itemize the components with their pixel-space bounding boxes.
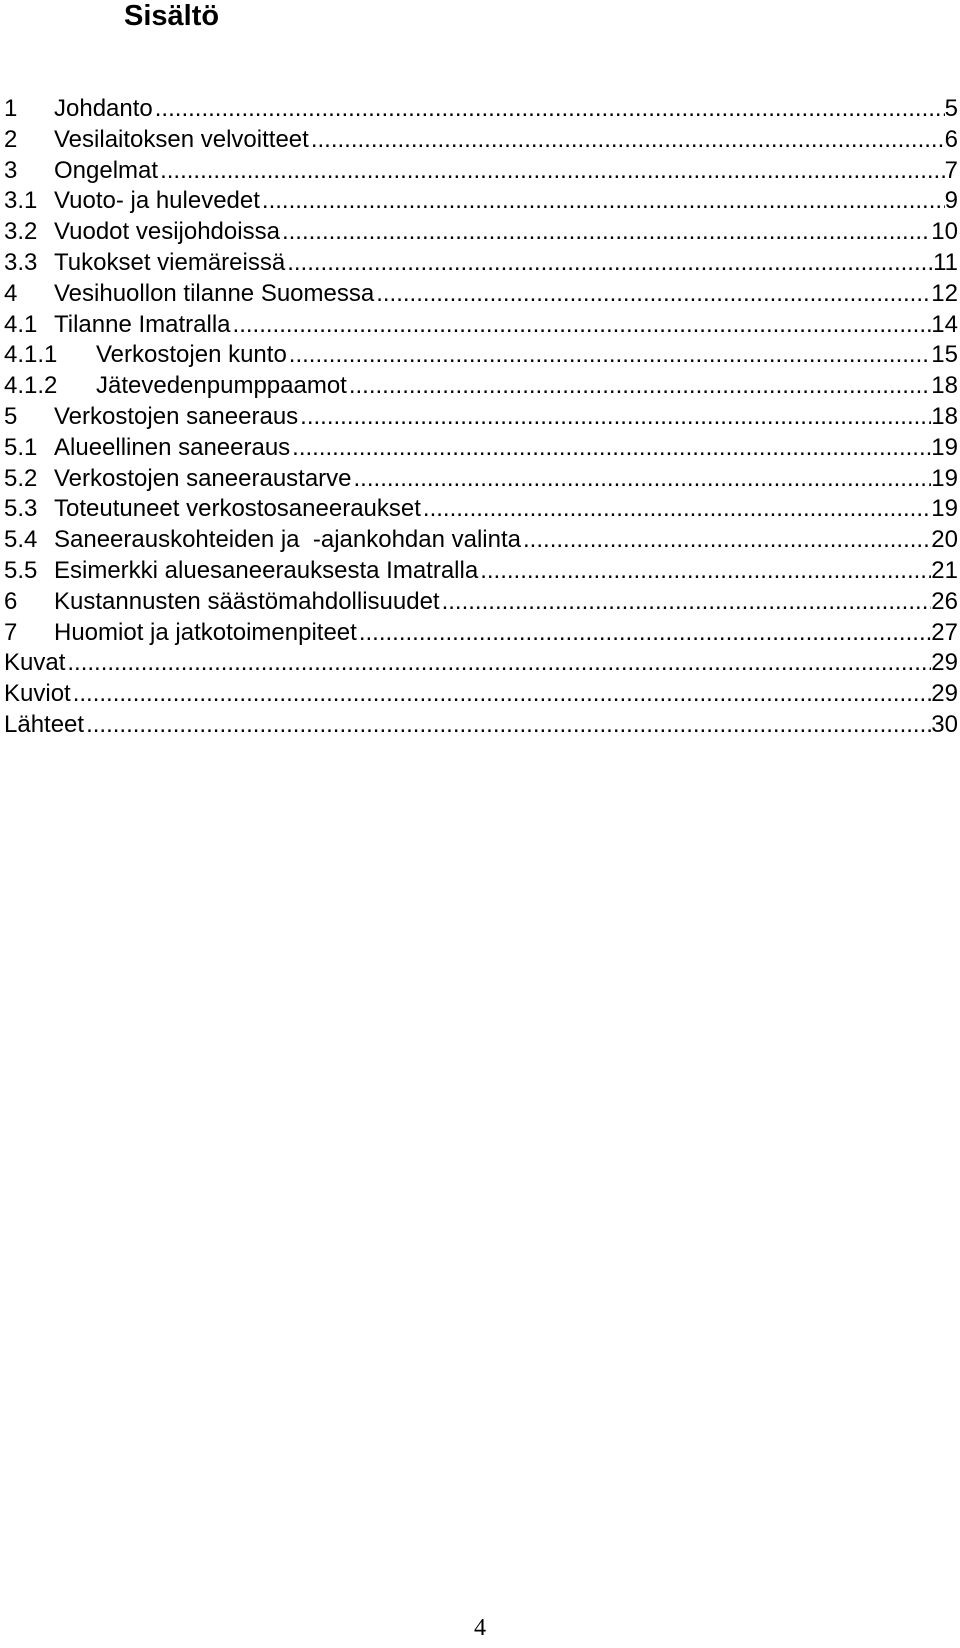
- toc-entry-label: Vuodot vesijohdoissa: [54, 217, 280, 248]
- toc-entry-label: Lähteet: [4, 710, 84, 741]
- toc-leader-dots: [287, 340, 932, 371]
- toc-entry[interactable]: [4, 94, 958, 125]
- toc-entry[interactable]: [4, 156, 958, 187]
- toc-entry-body: [4, 679, 958, 710]
- toc-entry-body: [54, 618, 958, 649]
- toc-entry[interactable]: [4, 494, 958, 525]
- toc-entry[interactable]: [4, 710, 958, 741]
- toc-entry-page: 10: [931, 218, 958, 246]
- toc-entry-body: [54, 556, 958, 587]
- toc-entry-label: Toteutuneet verkostosaneeraukset: [54, 494, 421, 525]
- toc-leader-dots: [290, 433, 931, 464]
- toc-entry-page: 26: [931, 587, 958, 615]
- toc-entry-page: 15: [931, 341, 958, 369]
- toc-entry-body: [54, 525, 958, 556]
- toc-entry-number: 4: [4, 279, 18, 307]
- toc-entry-page: 7: [944, 156, 958, 184]
- toc-leader-dots: [260, 186, 945, 217]
- toc-entry-body: [4, 710, 958, 741]
- toc-leader-dots: [309, 125, 945, 156]
- page-number: 4: [474, 1615, 486, 1641]
- toc-entry-label: Tukokset viemäreissä: [54, 248, 285, 279]
- toc-entry-label: Tilanne Imatralla: [54, 310, 231, 341]
- toc-entry-body: [54, 186, 958, 217]
- toc-leader-dots: [84, 710, 931, 741]
- toc-entry-body: [54, 279, 958, 310]
- toc-entry[interactable]: [4, 371, 958, 402]
- toc-entry[interactable]: [4, 648, 958, 679]
- toc-entry[interactable]: [4, 525, 958, 556]
- toc-entry[interactable]: [4, 279, 958, 310]
- toc-entry-label: Vuoto- ja hulevedet: [54, 186, 260, 217]
- toc-entry-body: [96, 371, 958, 402]
- toc-leader-dots: [71, 679, 932, 710]
- toc-entry[interactable]: [4, 340, 958, 371]
- toc-entry[interactable]: [4, 248, 958, 279]
- toc-entry-number: 3.3: [4, 248, 38, 276]
- toc-entry-page: 29: [931, 680, 958, 708]
- toc-entry-page: 18: [931, 372, 958, 400]
- toc-entry-page: 19: [931, 464, 958, 492]
- toc-entry-label: Verkostojen saneeraus: [54, 402, 298, 433]
- toc-leader-dots: [421, 494, 931, 525]
- toc-leader-dots: [65, 648, 931, 679]
- toc-entry-label: Vesilaitoksen velvoitteet: [54, 125, 309, 156]
- toc-entry-label: Verkostojen saneeraustarve: [54, 464, 352, 495]
- toc-entry[interactable]: [4, 310, 958, 341]
- toc-entry-page: 6: [944, 125, 958, 153]
- toc-entry-label: Ongelmat: [54, 156, 158, 187]
- toc-entry-label: Kuviot: [4, 679, 71, 710]
- page-title: Sisältö: [124, 0, 220, 32]
- toc-entry-label: Huomiot ja jatkotoimenpiteet: [54, 618, 357, 649]
- toc-entry-body: [54, 248, 958, 279]
- toc-leader-dots: [440, 587, 932, 618]
- toc-entry[interactable]: [4, 587, 958, 618]
- toc-entry[interactable]: [4, 186, 958, 217]
- toc-leader-dots: [153, 94, 945, 125]
- toc-entry-body: [54, 464, 958, 495]
- toc-entry-page: 20: [931, 526, 958, 554]
- toc-entry-label: Kustannusten säästömahdollisuudet: [54, 587, 440, 618]
- toc-entry-body: [54, 125, 958, 156]
- toc-entry-number: 3.2: [4, 218, 38, 246]
- toc-entry[interactable]: [4, 618, 958, 649]
- toc-entry-number: 5.4: [4, 526, 38, 554]
- toc-entry-body: [54, 156, 958, 187]
- toc-entry-page: 18: [931, 402, 958, 430]
- toc-entry[interactable]: [4, 433, 958, 464]
- toc-entry-page: 29: [931, 649, 958, 677]
- table-of-contents: [4, 94, 958, 741]
- toc-entry-body: [54, 494, 958, 525]
- toc-leader-dots: [478, 556, 931, 587]
- toc-entry-number: 2: [4, 125, 18, 153]
- toc-entry-number: 5.1: [4, 433, 38, 461]
- toc-leader-dots: [285, 248, 933, 279]
- toc-entry-label: Johdanto: [54, 94, 153, 125]
- toc-entry-label: Vesihuollon tilanne Suomessa: [54, 279, 374, 310]
- toc-entry-number: 5: [4, 402, 18, 430]
- toc-entry[interactable]: [4, 679, 958, 710]
- toc-entry-number: 1: [4, 95, 18, 122]
- toc-entry-page: 9: [944, 187, 958, 215]
- toc-entry-label: Alueellinen saneeraus: [54, 433, 290, 464]
- toc-leader-dots: [231, 310, 932, 341]
- toc-entry-page: 14: [931, 310, 958, 338]
- toc-entry-number: 6: [4, 587, 18, 615]
- toc-entry-label: Jätevedenpumppaamot: [96, 371, 347, 402]
- toc-entry-body: [54, 402, 958, 433]
- toc-entry-page: 5: [944, 95, 958, 122]
- toc-entry-page: 27: [931, 618, 958, 646]
- toc-entry-number: 7: [4, 618, 18, 646]
- toc-entry-number: 4.1.2: [4, 372, 58, 400]
- toc-entry-page: 21: [931, 556, 958, 584]
- toc-entry-page: 19: [931, 495, 958, 523]
- toc-entry-label: Kuvat: [4, 648, 65, 679]
- toc-entry-body: [54, 587, 958, 618]
- toc-leader-dots: [158, 156, 945, 187]
- toc-entry-number: 4.1.1: [4, 341, 58, 369]
- toc-entry-label: Saneerauskohteiden ja -ajankohdan valinta: [54, 525, 521, 556]
- toc-entry-page: 12: [931, 279, 958, 307]
- toc-leader-dots: [357, 618, 931, 649]
- toc-leader-dots: [280, 217, 931, 248]
- toc-entry-body: [54, 433, 958, 464]
- toc-entry[interactable]: [4, 464, 958, 495]
- toc-entry-number: 5.3: [4, 495, 38, 523]
- toc-entry-page: 30: [931, 710, 958, 738]
- toc-leader-dots: [352, 464, 932, 495]
- toc-leader-dots: [374, 279, 931, 310]
- toc-leader-dots: [521, 525, 931, 556]
- toc-entry-number: 4.1: [4, 310, 38, 338]
- toc-entry-label: Esimerkki aluesaneerauksesta Imatralla: [54, 556, 478, 587]
- toc-entry-number: 5.5: [4, 556, 38, 584]
- toc-leader-dots: [298, 402, 931, 433]
- toc-leader-dots: [347, 371, 931, 402]
- toc-entry-number: 3: [4, 156, 18, 184]
- toc-entry[interactable]: [4, 556, 958, 587]
- toc-entry-body: [4, 648, 958, 679]
- toc-entry-number: 5.2: [4, 464, 38, 492]
- toc-entry-label: Verkostojen kunto: [96, 340, 287, 371]
- toc-entry[interactable]: [4, 402, 958, 433]
- toc-entry-body: [54, 310, 958, 341]
- toc-entry-body: [54, 94, 958, 125]
- toc-entry[interactable]: [4, 217, 958, 248]
- toc-entry-number: 3.1: [4, 187, 38, 215]
- toc-entry-body: [54, 217, 958, 248]
- toc-entry-body: [96, 340, 958, 371]
- toc-entry[interactable]: [4, 125, 958, 156]
- toc-entry-page: 19: [931, 433, 958, 461]
- toc-entry-page: 11: [933, 248, 958, 276]
